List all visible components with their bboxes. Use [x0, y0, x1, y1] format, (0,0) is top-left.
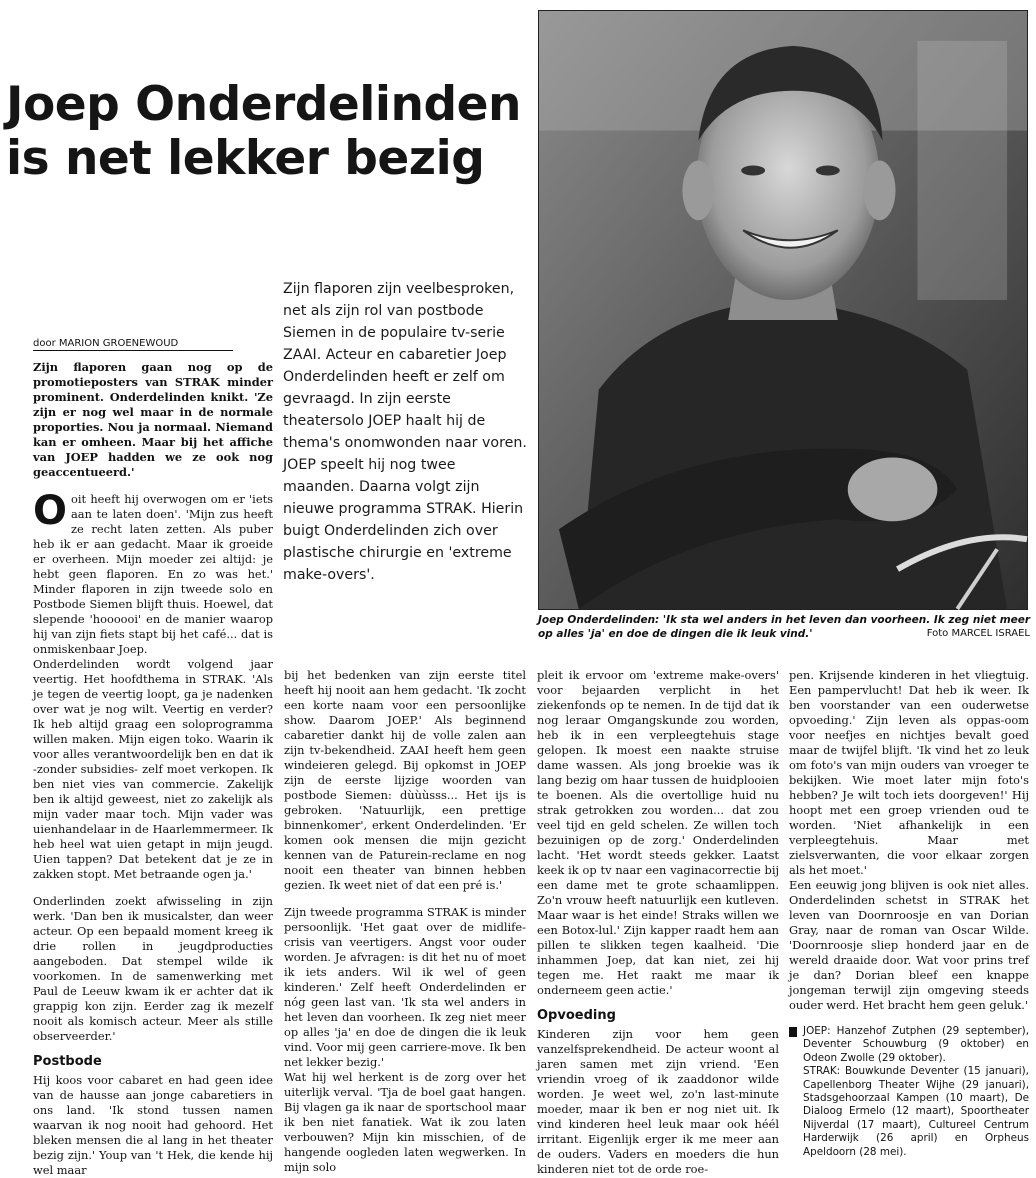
body-paragraph: Wat hij wel herkent is de zorg over het uiterlijk verval. 'Tja de boel gaat hangen. Bij vlagen ga ik naar de sportschool maar ik ben niet fanatiek. Wat ik zou laten verbouwen? Mijn kin misschien, of de hangende oogleden laten wegwerken. In mijn solo	[284, 1070, 526, 1174]
column-4	[789, 668, 1029, 1159]
intro-paragraph: Zijn flaporen zijn veelbesproken, net als zijn rol van postbode Siemen in de populaire tv-serie ZAAI. Acteur en cabaretier Joep Onderdelinden heeft er zelf om gevraagd. In zijn eerste theatersolo JOEP haalt hij de thema's onomwonden naar voren. JOEP speelt hij nog twee maanden. Daarna volgt zijn nieuwe programma STRAK. Hierin buigt Onderdelinden zich over plastische chirurgie en 'extreme make-overs'.	[283, 281, 527, 583]
column-2	[284, 668, 526, 1175]
lead-paragraph: Zijn flaporen gaan nog op de promotieposters van STRAK minder prominent. Onderdelinden knikt. 'Ze zijn er nog wel maar in de normale proporties. Nou ja normaal. Niemand kan er omheen. Maar bij het affiche van JOEP hadden we ze ook nog geaccentueerd.'	[33, 360, 273, 479]
subheading-opvoeding: Opvoeding	[537, 1008, 616, 1023]
portrait-illustration	[539, 11, 1027, 609]
body-paragraph: pleit ik ervoor om 'extreme make-overs' voor bejaarden verplicht in het ziekenfonds op te nemen. In de tijd dat ik nog leraar Omgangskunde zou worden, heb ik in een verpleegtehuis stage gelopen. Ik moest een naakte struise dame wassen. Als jong broekie was ik lang bezig om haar tussen de huidplooien te boenen. Als die overtollige huid nu strak getrokken zou worden... dat zou veel tijd en geld schelen. Ze willen toch bezuinigen op de zorg.' Onderdelinden lacht. 'Het wordt steeds gekker. Laatst keek ik op tv naar een vaginacorrectie bij een dame met te grote schaamlippen. Zo'n vrouw heeft natuurlijk een kutleven. Maar waar is het einde! Straks willen we een Botox-lul.' Zijn kapper raadt hem aan pillen te slikken tegen kaalheid. 'Die inhammen Joep, dat kan niet, zei hij tegen me. Het raakt me maar ik onderneem geen actie.'	[537, 668, 779, 997]
headline	[6, 78, 526, 186]
body-paragraph	[33, 488, 273, 657]
performance-info	[789, 1025, 1029, 1159]
drop-cap: O	[33, 488, 68, 534]
subheading-postbode: Postbode	[33, 1054, 102, 1069]
body-paragraph: bij het bedenken van zijn eerste titel heeft hij nooit aan hem gedacht. 'Ik zocht een korte naam voor een persoonlijke show. Daarom JOEP.' Als beginnend cabaretier dankt hij de volle zalen aan zijn tv-bekendheid. ZAAI heeft hem geen windeieren gelegd. Bij opkomst in JOEP zijn de eerste lijzige woorden van postbode Siemen: dùùùsss... Het ijs is gebroken. 'Natuurlijk, een prettige binnenkomer', erkent Onderdelinden. 'Er komen ook mensen die mijn gezicht kennen van de Paturein-reclame en nog nooit een theater van binnen hebben gezien. Ik weet niet of dat een pré is.'	[284, 668, 526, 892]
column-3	[537, 668, 779, 1177]
column-1	[33, 360, 273, 1178]
headline-line-2: is net lekker bezig	[6, 131, 485, 186]
body-paragraph: Hij koos voor cabaret en had geen idee van de hausse aan jonge cabaretiers in ons land. 'Ik stond tussen namen waarvan ik nog nooit had gehoord. Het bleken mensen die al lang in het theater bezig zijn.' Youp van 't Hek, die kende hij wel maar	[33, 1073, 273, 1177]
body-paragraph: Een eeuwig jong blijven is ook niet alles. Onderdelinden schetst in STRAK het leven van Doornroosje en van Dorian Gray, naar de roman van Oscar Wilde. 'Doornroosje sliep honderd jaar en de wereld draaide door. Wat voor prins tref je dan? Dorian bleef een knappe jongeman terwijl zijn omgeving steeds ouder werd. Het bracht hem geen geluk.'	[789, 878, 1029, 1012]
info-strak: STRAK: Bouwkunde Deventer (15 januari), Capellenborg Theater Wijhe (29 januari), Stadsgehoorzaal Kampen (10 maart), De Dialoog Ermelo (12 maart), Spoortheater Nijverdal (17 maart), Cultureel Centrum Harderwijk (26 april) en Orpheus Apeldoorn (28 mei).	[803, 1065, 1029, 1158]
body-text: oit heeft hij overwogen om er 'iets aan te laten doen'. 'Mijn zus heeft ze recht laten zetten. Als puber heb ik er aan gedacht. Maar ik groeide er overheen. Mijn moeder zei altijd: je hebt geen flaporen. En zo was het.' Minder flaporen in zijn tweede solo en Postbode Siemen blijft thuis. Hoewel, dat slepende 'hoooooi' en de manier waarop hij van zijn fiets stapt bij het café... dat is onmiskenbaar Joep.	[33, 492, 273, 656]
photo-caption	[538, 613, 1032, 641]
body-paragraph: Onderdelinden wordt volgend jaar veertig. Het hoofdthema in STRAK. 'Als je tegen de veertig loopt, ga je nadenken over wat je nog wilt. Veertig en verder? Ik heb altijd graag een soloprogramma willen maken. Mijn eigen toko. Waarin ik voor alles verantwoordelijk ben en dat ik -zonder subsidies- zelf moet verkopen. Ik ben niet vies van commercie. Zakelijk ben ik altijd geweest, niet zo zakelijk als mijn vader maar toch. Mijn vader was uienhandelaar in de Haarlemmermeer. Ik heb heel wat uien getapt in mijn jeugd. Uien tappen? Dat betekent dat je ze in zakken stopt. Met betraande ogen ja.'	[33, 657, 273, 881]
body-paragraph: Zijn tweede programma STRAK is minder persoonlijk. 'Het gaat over de midlife-crisis van veertigers. Angst voor ouder worden. Je afvragen: is dit het nu of moet ik iets anders. Wil ik wel of geen kinderen.' Zelf heeft Onderdelinden er nóg geen last van. 'Ik sta wel anders in het leven dan voorheen. Ik zeg niet meer op alles 'ja' en doe de dingen die ik leuk vind. Voor mij geen carriere-move. Ik ben net lekker bezig.'	[284, 905, 526, 1069]
body-paragraph: Kinderen zijn voor hem geen vanzelfsprekendheid. De acteur woont al jaren samen met zijn vriend. 'Een vriendin vroeg of ik zaaddonor wilde worden. Je weet wel, zo'n last-minute moeder, maar ik ben er nog niet uit. Ik vind kinderen heel leuk maar ook héél irritant. Eigenlijk erger ik me meer aan de ouders. Vaders en moeders die hun kinderen niet tot de orde roe-	[537, 1027, 779, 1176]
headline-line-1: Joep Onderdelinden	[6, 77, 521, 132]
info-joep: JOEP: Hanzehof Zutphen (29 september), Deventer Schouwburg (9 oktober) en Odeon Zwolle (29 oktober).	[803, 1025, 1029, 1064]
photo-credit: Foto MARCEL ISRAEL	[926, 628, 1030, 639]
byline: door MARION GROENEWOUD	[33, 338, 233, 351]
info-bullet-icon	[789, 1027, 797, 1037]
photo-caption-text: Joep Onderdelinden: 'Ik sta wel anders in het leven dan voorheen. Ik zeg niet meer op alles 'ja' en doe de dingen die ik leuk vind.'	[538, 614, 1031, 640]
body-paragraph: Onderlinden zoekt afwisseling in zijn werk. 'Dan ben ik musicalster, dan weer acteur. Op een bepaald moment kreeg ik drie rollen in jeugdproducties aangeboden. Dat stempel wilde ik voorkomen. In de samenwerking met Paul de Leeuw kwam ik er achter dat ik grappig kon zijn. Eerder zag ik mezelf nooit als komisch acteur. Meer als stille observeerder.'	[33, 894, 273, 1043]
body-paragraph: pen. Krijsende kinderen in het vliegtuig. Een pampervlucht! Dat heb ik weer. Ik ben voorstander van een ouderwetse opvoeding.' Zijn leven als oppas-oom voor neefjes en nichtjes bevalt goed maar de twijfel blijft. 'Ik vind het zo leuk om foto's van mijn ouders van vroeger te bekijken. Wie moet later mijn foto's hebben? Je wilt toch iets doorgeven!' Hij hoopt met een groep vrienden oud te worden. 'Niet afhankelijk in een verpleegtehuis. Maar met zielsverwanten, die voor elkaar zorgen als het moet.'	[789, 668, 1029, 877]
portrait-photo	[538, 10, 1028, 610]
